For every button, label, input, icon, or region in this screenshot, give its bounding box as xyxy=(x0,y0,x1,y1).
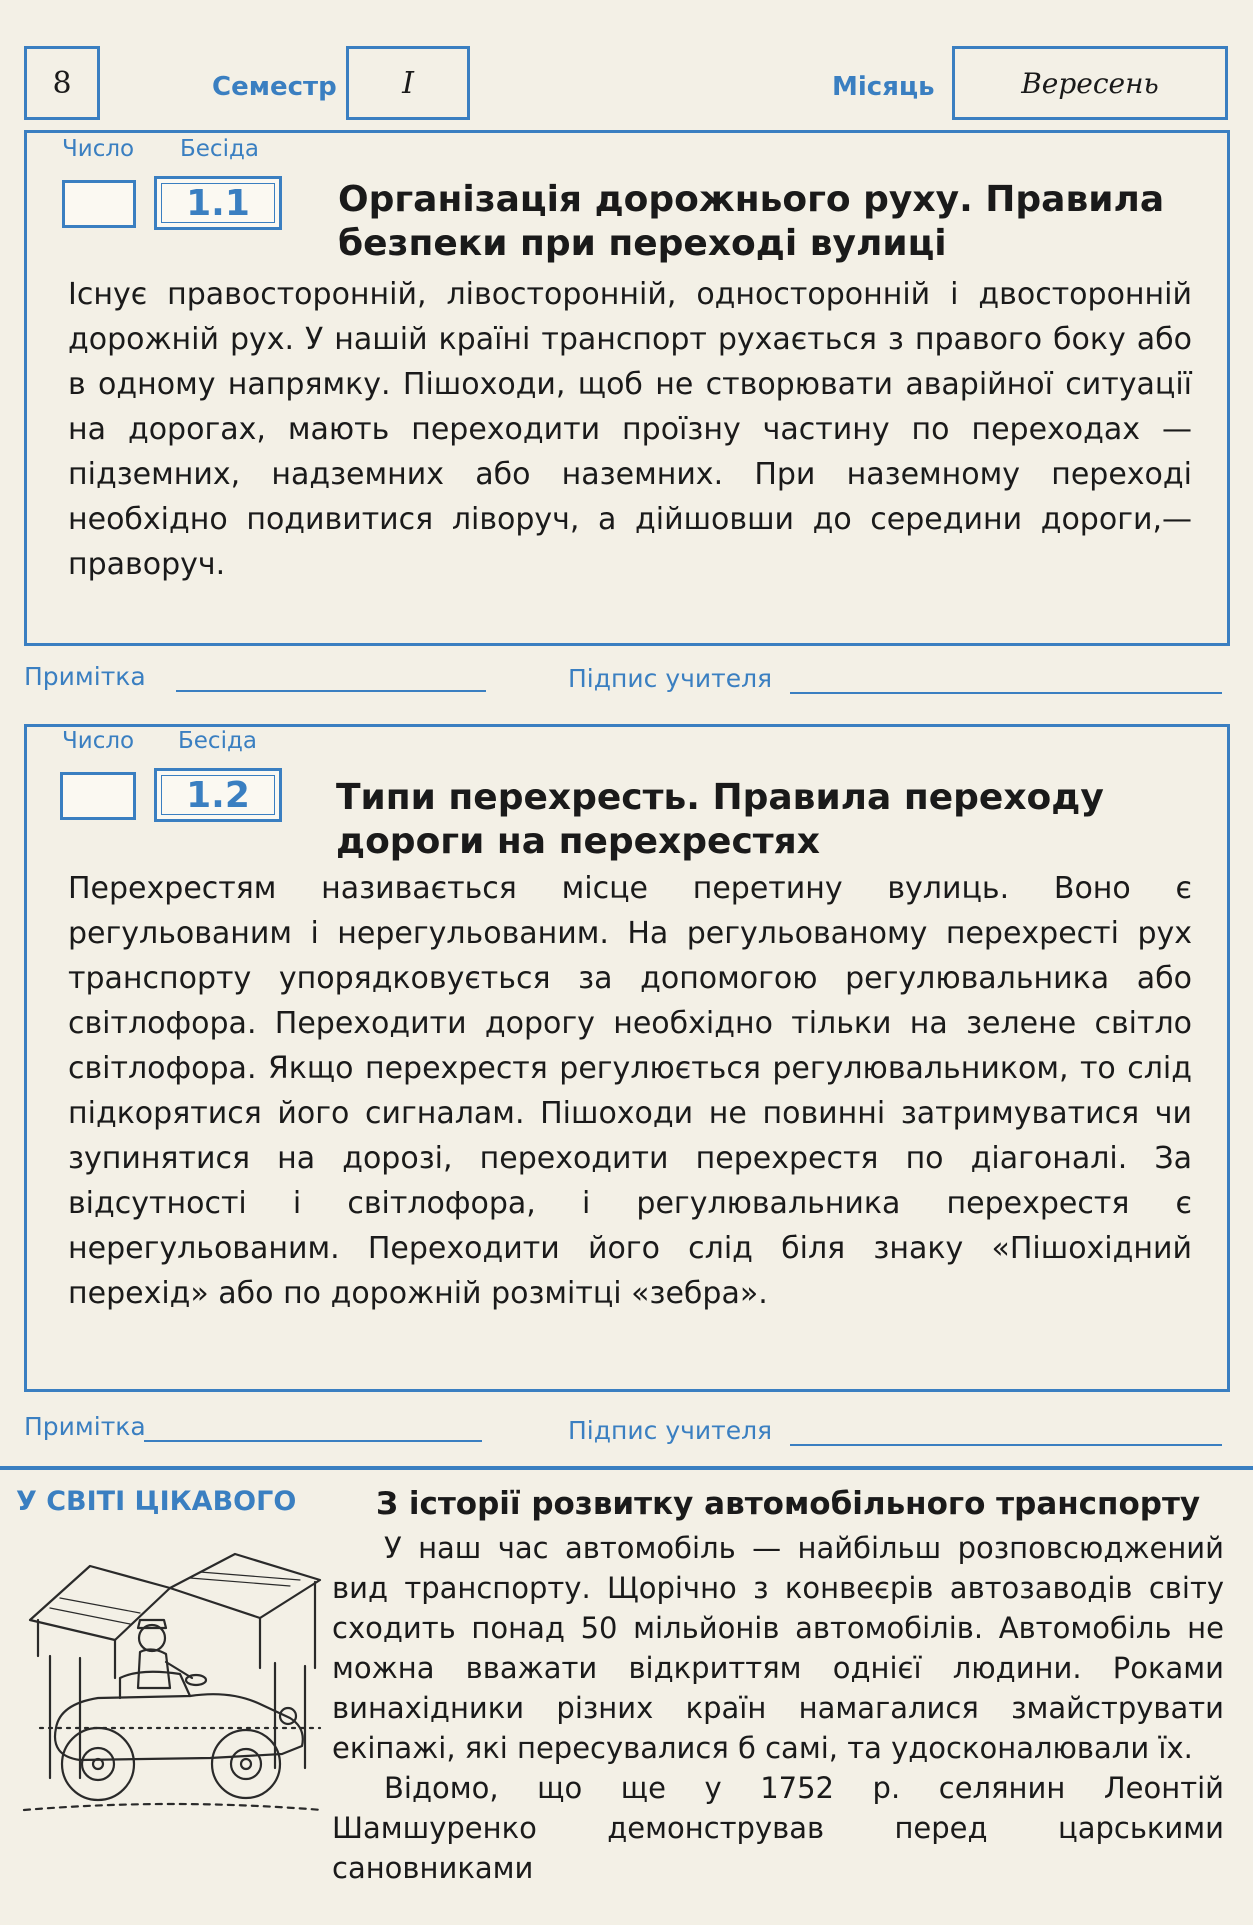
signature-label: Підпис учителя xyxy=(568,664,773,693)
date-field[interactable] xyxy=(62,180,136,228)
interesting-paragraph-2: Відомо, що ще у 1752 р. селянин Леонтій Шамшуренко демонстрував перед царськими сановниками xyxy=(332,1771,1224,1885)
rubric-label: У СВІТІ ЦІКАВОГО xyxy=(16,1486,297,1517)
signature-line[interactable] xyxy=(790,692,1222,694)
vintage-car-illustration xyxy=(20,1528,326,1828)
page-number-box xyxy=(24,46,100,120)
note-label: Примітка xyxy=(24,662,146,691)
date-label: Число xyxy=(62,136,135,162)
page-number: 8 xyxy=(52,65,72,101)
lesson-number-text: 1.1 xyxy=(186,182,250,224)
date-field[interactable] xyxy=(60,772,136,820)
lesson-title: Типи перехресть. Правила переходу дороги на перехрестях xyxy=(336,777,1104,862)
lesson-number-text: 1.2 xyxy=(186,774,250,816)
talk-label: Бесіда xyxy=(178,728,257,754)
section-divider xyxy=(0,1466,1253,1470)
signature-line[interactable] xyxy=(790,1444,1222,1446)
interesting-title: З історії розвитку автомобільного транспорту xyxy=(376,1486,1201,1522)
lesson-body: Існує правосторонній, лівосторонній, односторонній і двосторонній дорожній рух. У нашій країні транспорт рухається з правого боку або в одному напрямку. Пішоходи, щоб не створювати аварійної ситуації на дорогах, мають переходити проїзну частину по переходах — підземних, надземних або наземних. При наземному переході необхідно подивитися ліворуч, а дійшовши до середини дороги,— праворуч. xyxy=(68,277,1192,582)
talk-label: Бесіда xyxy=(180,136,259,162)
lesson-number xyxy=(154,176,282,230)
semester-value-box xyxy=(346,46,470,120)
semester-value: I xyxy=(402,65,414,101)
note-line[interactable] xyxy=(144,1440,482,1442)
date-label: Число xyxy=(62,728,135,754)
lesson-number xyxy=(154,768,282,822)
month-value: Вересень xyxy=(1021,66,1159,100)
signature-label: Підпис учителя xyxy=(568,1416,773,1445)
month-value-box xyxy=(952,46,1228,120)
note-label: Примітка xyxy=(24,1412,146,1441)
month-label: Місяць xyxy=(832,72,935,102)
lesson-title: Організація дорожнього руху. Правила безпеки при переході вулиці xyxy=(338,179,1165,264)
semester-label: Семестр xyxy=(212,72,337,102)
interesting-paragraph-1: У наш час автомобіль — найбільш розповсюджений вид транспорту. Щорічно з конвеєрів автозаводів світу сходить понад 50 мільйонів автомобілів. Автомобіль не можна вважати відкриттям однієї людини. Роками винахідники різних країн намагалися змайструвати екіпажі, які пересувалися б самі, та удосконалювали їх. xyxy=(332,1531,1224,1765)
car-drawing xyxy=(20,1528,326,1828)
lesson-body: Перехрестям називається місце перетину вулиць. Воно є регульованим і нерегульованим. На регульованому перехресті рух транспорту упорядковується за допомогою регулювальника або світлофора. Переходити дорогу необхідно тільки на зелене світло світлофора. Якщо перехрестя регулюється регулювальником, то слід підкорятися його сигналам. Пішоходи не повинні затримуватися чи зупинятися на дорозі, переходити перехрестя по діагоналі. За відсутності і світлофора, і регулювальника перехрестя є нерегульованим. Переходити його слід біля знаку «Пішохідний перехід» або по дорожній розмітці «зебра». xyxy=(68,871,1192,1311)
note-line[interactable] xyxy=(176,690,486,692)
